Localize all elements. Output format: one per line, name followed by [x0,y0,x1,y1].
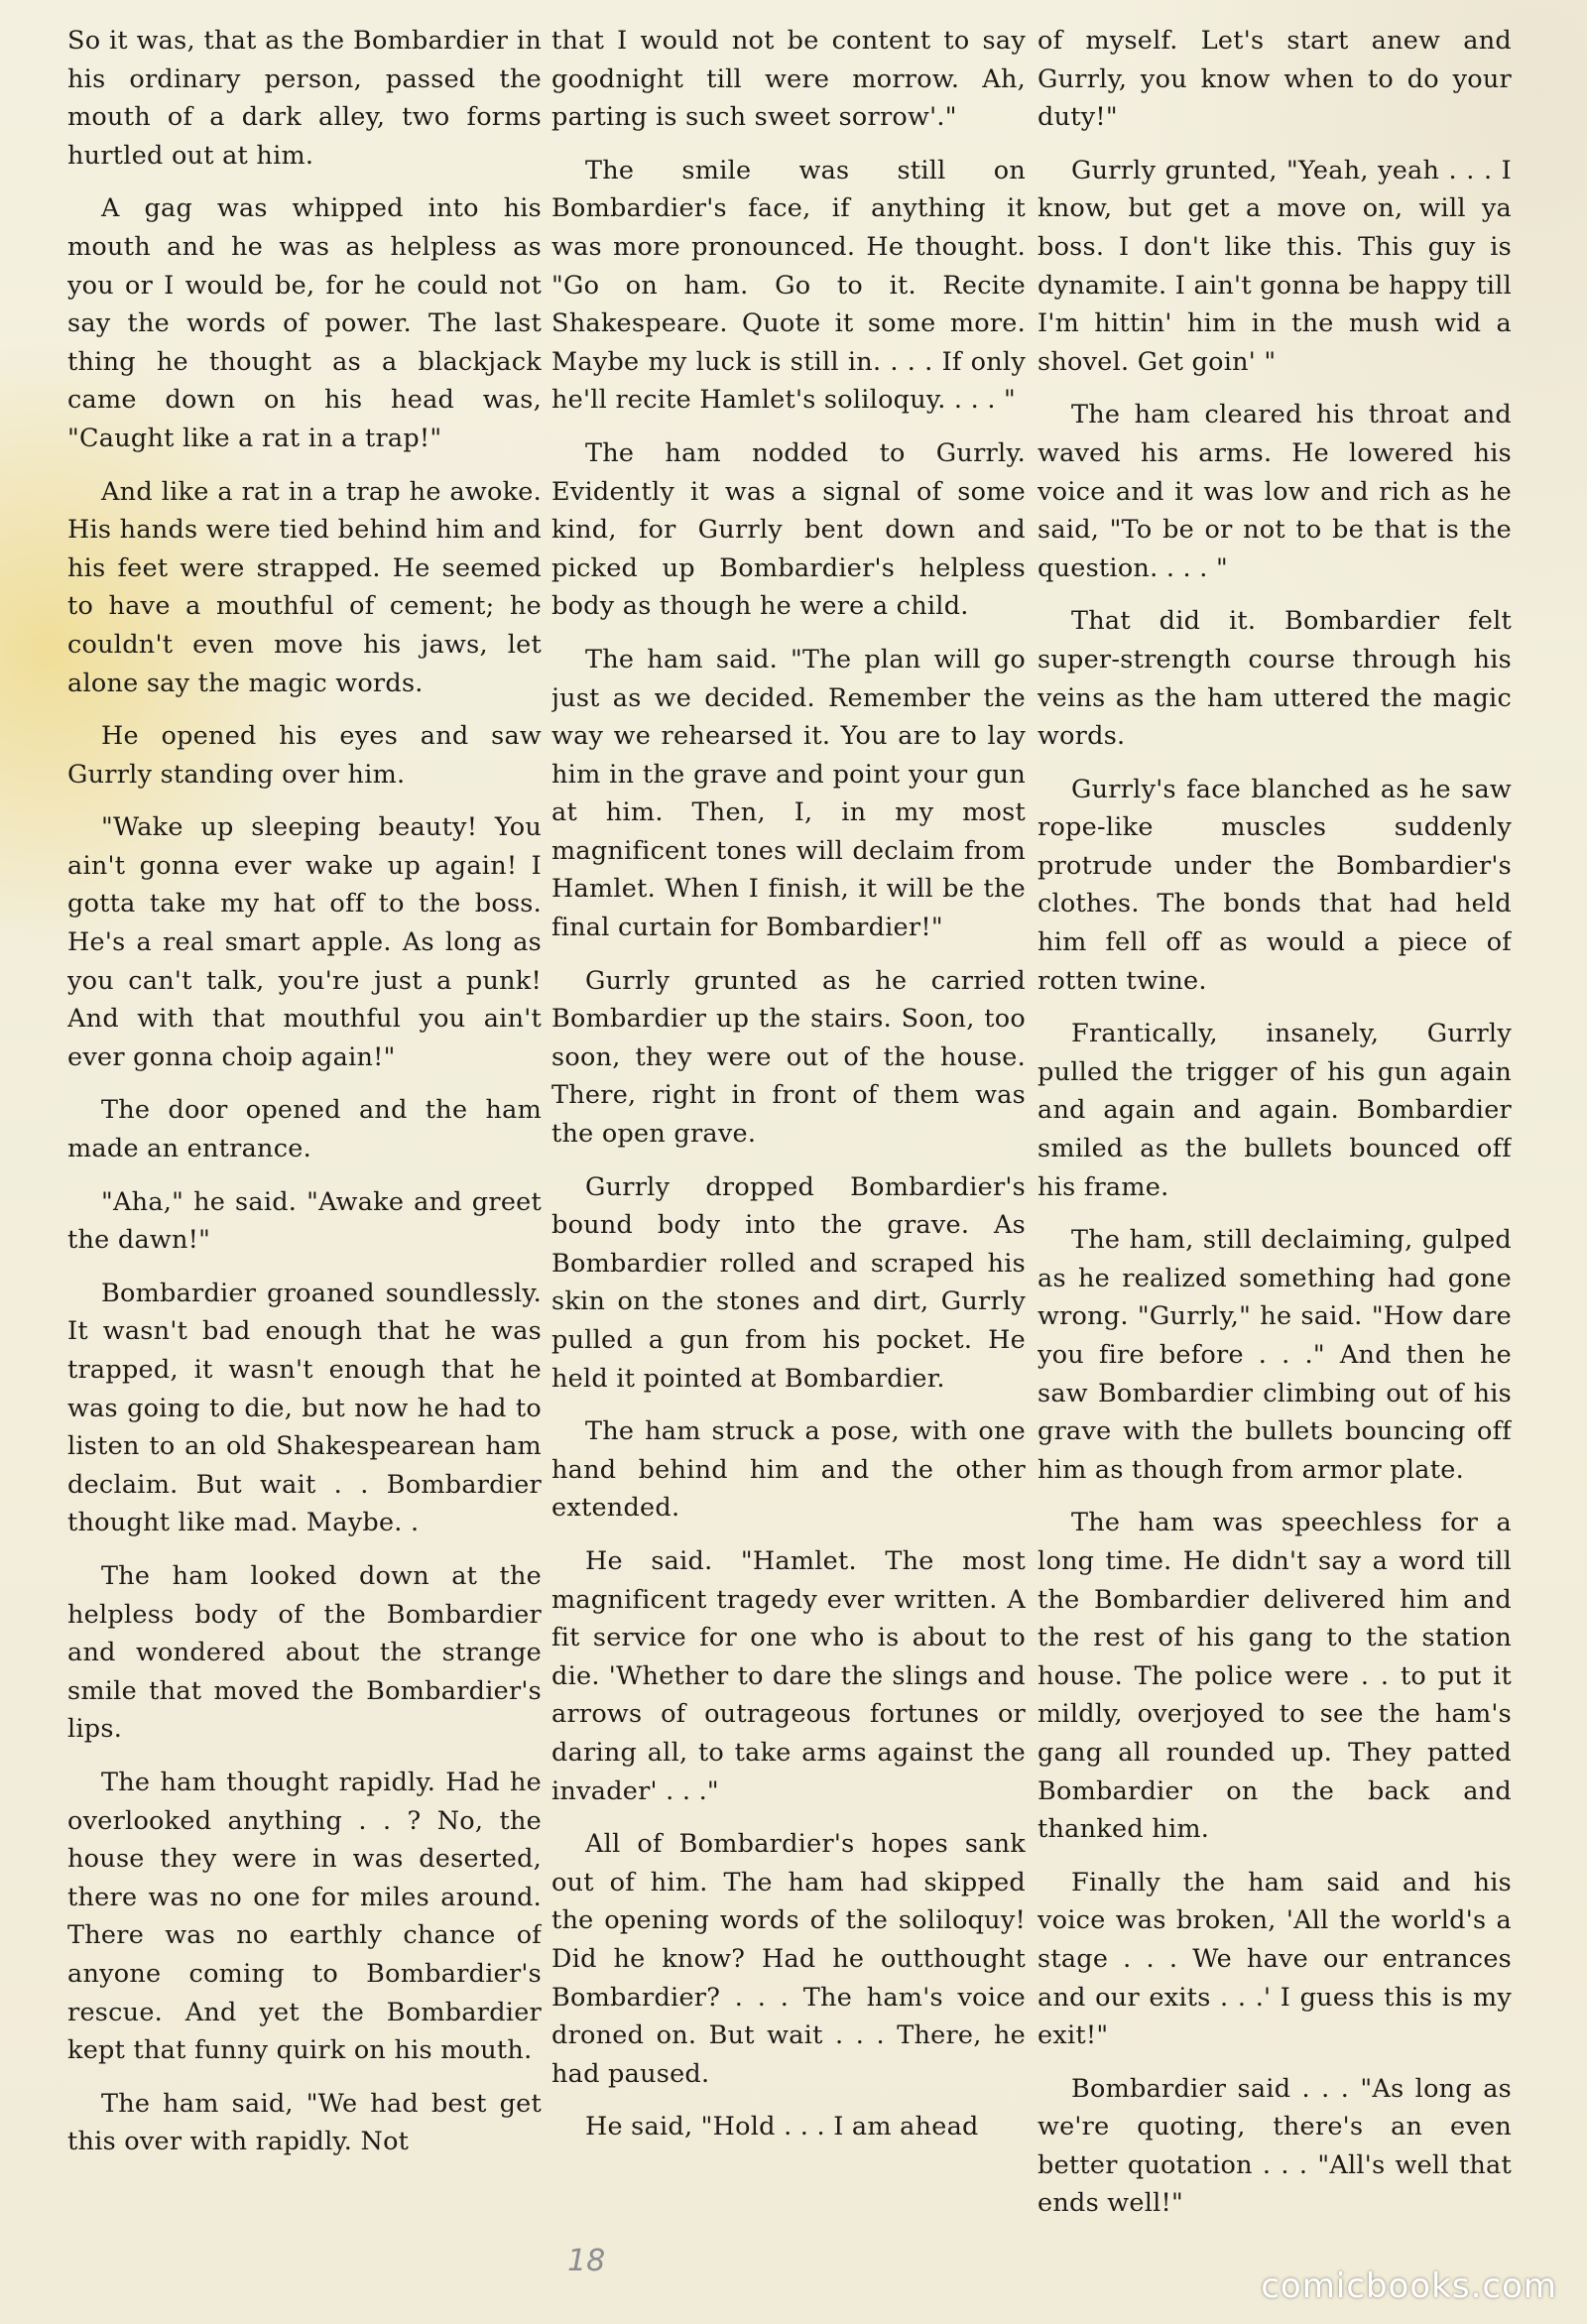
watermark: comicbooks.com [1261,2266,1557,2306]
paragraph: Frantically, insanely, Gurrly pulled the trigger of his gun again and again and again. Bombardier smiled as the bullets bounced off his frame. [1038,1019,1512,1202]
paragraph: He said. "Hamlet. The most magnificent tragedy ever written. A fit service for one who is about to die. 'Whether to dare the slings and arrows of outrageous fortunes or daring all, to take arms against the invader' . . ." [551,1545,1026,1806]
paragraph: The ham was speechless for a long time. He didn't say a word till the Bombardier delivered him and the rest of his gang to the station house. The police were . . to put it mildly, overjoyed to see the ham's gang all rounded up. They patted Bombardier on the back and thanked him. [1038,1508,1512,1845]
text-column-1 [67,22,542,2244]
paragraph: The ham thought rapidly. Had he overlooked anything . . ? No, the house they were in was deserted, there was no one for miles around. There was no earthly chance of anyone coming to Bombardier's rescue. And yet the Bombardier kept that funny quirk on his mouth. [67,1767,542,2066]
paragraph: The ham nodded to Gurrly. Evidently it was a signal of some kind, for Gurrly bent down and picked up Bombardier's helpless body as though he were a child. [551,437,1026,622]
paragraph: that I would not be content to say goodnight till were morrow. Ah, parting is such sweet sorrow'." [551,26,1026,133]
paragraph: Bombardier groaned soundlessly. It wasn't bad enough that he was trapped, it wasn't enough that he was going to die, but now he had to listen to an old Shakespearean ham declaim. But wait . . Bombardier thought like mad. Maybe. . [67,1278,542,1538]
text-column-2 [551,22,1026,2244]
paragraph: So it was, that as the Bombardier in his ordinary person, passed the mouth of a dark alley, two forms hurtled out at him. [67,26,542,171]
paragraph: "Wake up sleeping beauty! You ain't gonna ever wake up again! I gotta take my hat off to the boss. He's a real smart apple. As long as you can't talk, you're just a punk! And with that mouthful you ain't ever gonna choip again!" [67,812,542,1072]
paragraph: Bombardier said . . . "As long as we're quoting, there's an even better quotation . . . "All's well that ends well!" [1038,2073,1512,2219]
paragraph: The ham looked down at the helpless body of the Bombardier and wondered about the strange smile that moved the Bombardier's lips. [67,1560,542,1745]
paragraph: Gurrly grunted as he carried Bombardier up the stairs. Soon, too soon, they were out of the house. There, right in front of them was the open grave. [551,965,1026,1150]
paragraph: All of Bombardier's hopes sank out of him. The ham had skipped the opening words of the soliloquy! Did he know? Had he outthought Bombardier? . . . The ham's voice droned on. But wait . . . There, he had paused. [551,1829,1026,2089]
paragraph: The smile was still on Bombardier's face, if anything it was more pronounced. He thought. "Go on ham. Go to it. Recite Shakespeare. Quote it some more. Maybe my luck is still in. . . . If only he'll recite Hamlet's soliloquy. . . . " [551,155,1026,416]
paragraph: The ham cleared his throat and waved his arms. He lowered his voice and it was low and rich as he said, "To be or not to be that is the question. . . . " [1038,400,1512,583]
paragraph: He opened his eyes and saw Gurrly standing over him. [67,721,542,790]
paragraph: Finally the ham said and his voice was broken, 'All the world's a stage . . . We have our entrances and our exits . . .' I guess this is my exit!" [1038,1867,1512,2051]
paragraph: The ham said. "The plan will go just as we decided. Remember the way we rehearsed it. You are to lay him in the grave and point your gun at him. Then, I, in my most magnificent tones will declaim from Hamlet. When I finish, it will be the final curtain for Bombardier!" [551,644,1026,943]
paragraph: Gurrly's face blanched as he saw rope-like muscles suddenly protrude under the Bombardier's clothes. The bonds that had held him fell off as would a piece of rotten twine. [1038,774,1512,996]
paragraph: of myself. Let's start anew and Gurrly, you know when to do your duty!" [1038,26,1512,133]
paragraph: "Aha," he said. "Awake and greet the dawn!" [67,1186,542,1256]
paragraph: The ham struck a pose, with one hand behind him and the other extended. [551,1416,1026,1524]
paragraph: Gurrly dropped Bombardier's bound body into the grave. As Bombardier rolled and scraped his skin on the stones and dirt, Gurrly pulled a gun from his pocket. He held it pointed at Bombardier. [551,1171,1026,1394]
paragraph: The door opened and the ham made an entrance. [67,1095,542,1164]
paragraph: The ham said, "We had best get this over with rapidly. Not [67,2088,542,2157]
page-number: 18 [567,2244,606,2278]
paragraph: And like a rat in a trap he awoke. His hands were tied behind him and his feet were strapped. He seemed to have a mouthful of cement; he couldn't even move his jaws, let alone say the magic words. [67,476,542,698]
paragraph: The ham, still declaiming, gulped as he realized something had gone wrong. "Gurrly," he said. "How dare you fire before . . ." And then he saw Bombardier climbing out of his grave with the bullets bouncing off him as though from armor plate. [1038,1225,1512,1485]
paragraph: A gag was whipped into his mouth and he was as helpless as you or I would be, for he could not say the words of power. The last thing he thought as a blackjack came down on his head was, "Caught like a rat in a trap!" [67,193,542,453]
paragraph: He said, "Hold . . . I am ahead [585,2112,979,2142]
paragraph: Gurrly grunted, "Yeah, yeah . . . I know, but get a move on, will ya boss. I don't like this. This guy is dynamite. I ain't gonna be happy till I'm hittin' him in the mush wid a shovel. Get goin' " [1038,155,1512,377]
text-column-3 [1038,22,1512,2244]
paragraph: That did it. Bombardier felt super-strength course through his veins as the ham uttered the magic words. [1038,606,1512,752]
